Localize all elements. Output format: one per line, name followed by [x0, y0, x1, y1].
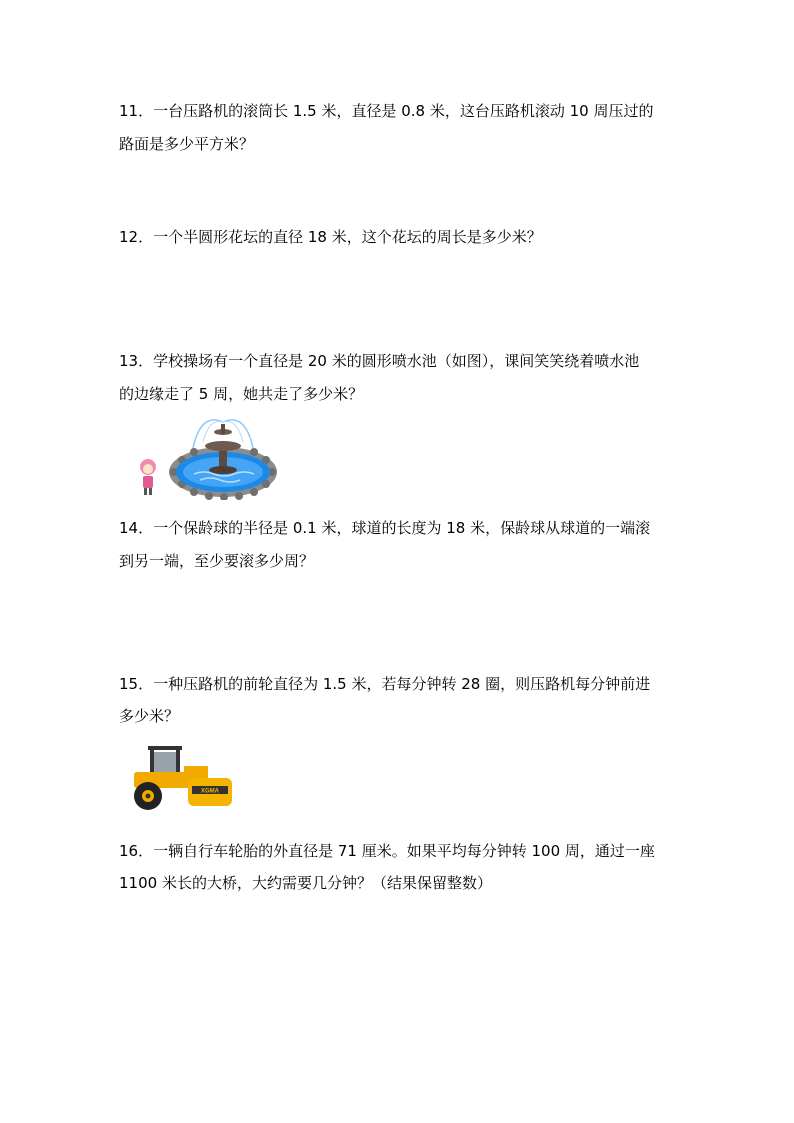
question-15-line-1: 15．一种压路机的前轮直径为 1.5 米，若每分钟转 28 圈，则压路机每分钟前进: [119, 675, 651, 693]
question-16-line-2: 1100 米长的大桥，大约需要几分钟？（结果保留整数）: [119, 874, 492, 892]
question-11-line-2: 路面是多少平方米？: [119, 135, 255, 153]
question-12-line-1: 12．一个半圆形花坛的直径 18 米，这个花坛的周长是多少米？: [119, 228, 542, 246]
fountain-illustration: [134, 414, 280, 500]
question-11-line-1: 11．一台压路机的滚筒长 1.5 米，直径是 0.8 米，这台压路机滚动 10 周压过的: [119, 102, 654, 120]
question-14-line-1: 14．一个保龄球的半径是 0.1 米，球道的长度为 18 米，保龄球从球道的一端滚: [119, 519, 651, 537]
road-roller-illustration: [126, 742, 234, 812]
question-13-line-2: 的边缘走了 5 周，她共走了多少米？: [119, 385, 364, 403]
question-15-line-2: 多少米？: [119, 707, 180, 725]
question-16-line-1: 16．一辆自行车轮胎的外直径是 71 厘米。如果平均每分钟转 100 周，通过一座: [119, 842, 655, 860]
question-14-line-2: 到另一端，至少要滚多少周？: [119, 552, 315, 570]
roller-brand-text: XGMA: [201, 788, 219, 795]
question-13-line-1: 13．学校操场有一个直径是 20 米的圆形喷水池（如图），课间笑笑绕着喷水池: [119, 352, 640, 370]
girl-figure: [140, 459, 156, 495]
